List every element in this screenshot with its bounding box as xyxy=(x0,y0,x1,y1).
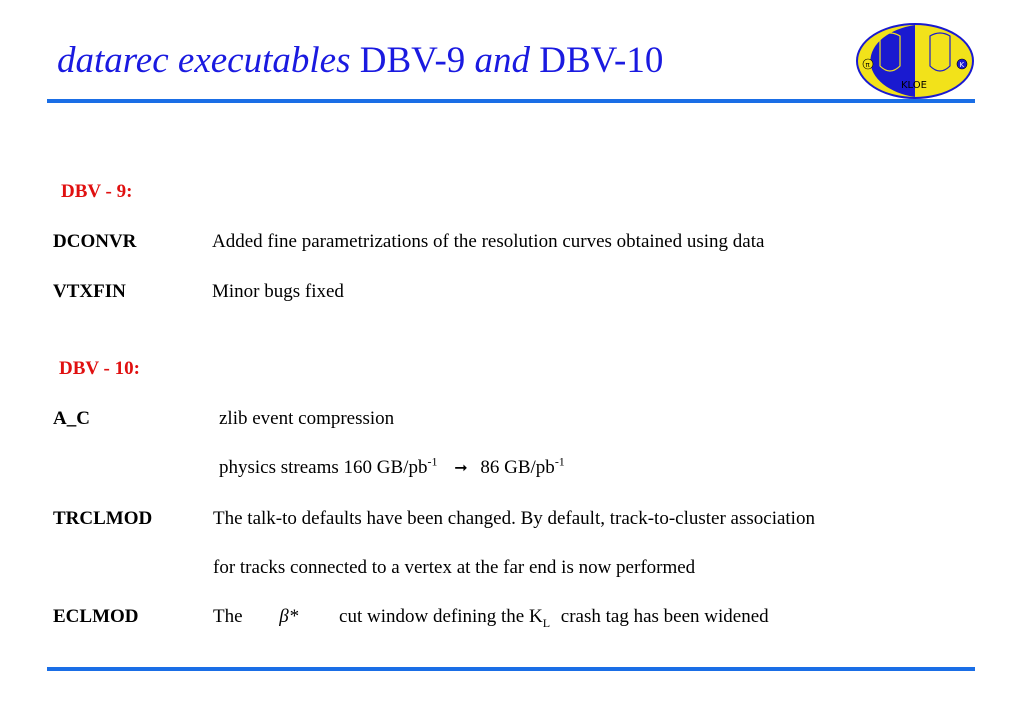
eclmod-post: crash tag has been widened xyxy=(560,606,769,627)
item-text-trclmod-line2: for tracks connected to a vertex at the far end is now performed xyxy=(213,557,696,578)
eclmod-subscript: L xyxy=(542,615,551,630)
title-part1: datarec executables xyxy=(57,40,351,81)
top-divider xyxy=(47,99,975,103)
physics-streams-new-size: 86 GB/pb xyxy=(480,457,555,478)
section-header-dbv9: DBV - 9: xyxy=(61,181,133,202)
physics-streams-text: physics streams 160 GB/pb xyxy=(219,457,428,478)
item-key-trclmod: TRCLMOD xyxy=(53,508,153,529)
page-title xyxy=(57,42,663,79)
item-text-dconvr: Added fine parametrizations of the resolution curves obtained using data xyxy=(212,231,765,252)
arrow-icon: ➞ xyxy=(454,458,468,477)
title-part2: DBV-9 xyxy=(359,40,466,81)
item-text-a-c-line2 xyxy=(219,454,565,479)
title-part3: and xyxy=(474,40,531,81)
eclmod-pre: The xyxy=(213,606,243,627)
logo-pi: π xyxy=(865,61,870,69)
title-part4: DBV-10 xyxy=(539,40,664,81)
logo-caption: KLOE xyxy=(901,80,927,91)
item-text-trclmod-line1: The talk-to defaults have been changed. By default, track-to-cluster association xyxy=(213,508,815,529)
beta-star-symbol: β* xyxy=(279,606,299,627)
item-key-dconvr: DCONVR xyxy=(53,231,137,252)
bottom-divider xyxy=(47,667,975,671)
eclmod-mid: cut window defining the K xyxy=(339,606,543,627)
section-header-dbv10: DBV - 10: xyxy=(59,358,140,379)
item-text-vtxfin: Minor bugs fixed xyxy=(212,281,344,302)
exponent-2: -1 xyxy=(554,454,565,469)
item-key-vtxfin: VTXFIN xyxy=(53,281,126,302)
item-text-eclmod xyxy=(213,606,769,628)
item-text-a-c-line1: zlib event compression xyxy=(219,408,395,429)
logo-k: K xyxy=(959,61,965,69)
item-key-a-c: A_C xyxy=(53,408,90,429)
item-key-eclmod: ECLMOD xyxy=(53,606,139,627)
exponent-1: -1 xyxy=(427,454,438,469)
kloe-logo xyxy=(855,22,975,100)
